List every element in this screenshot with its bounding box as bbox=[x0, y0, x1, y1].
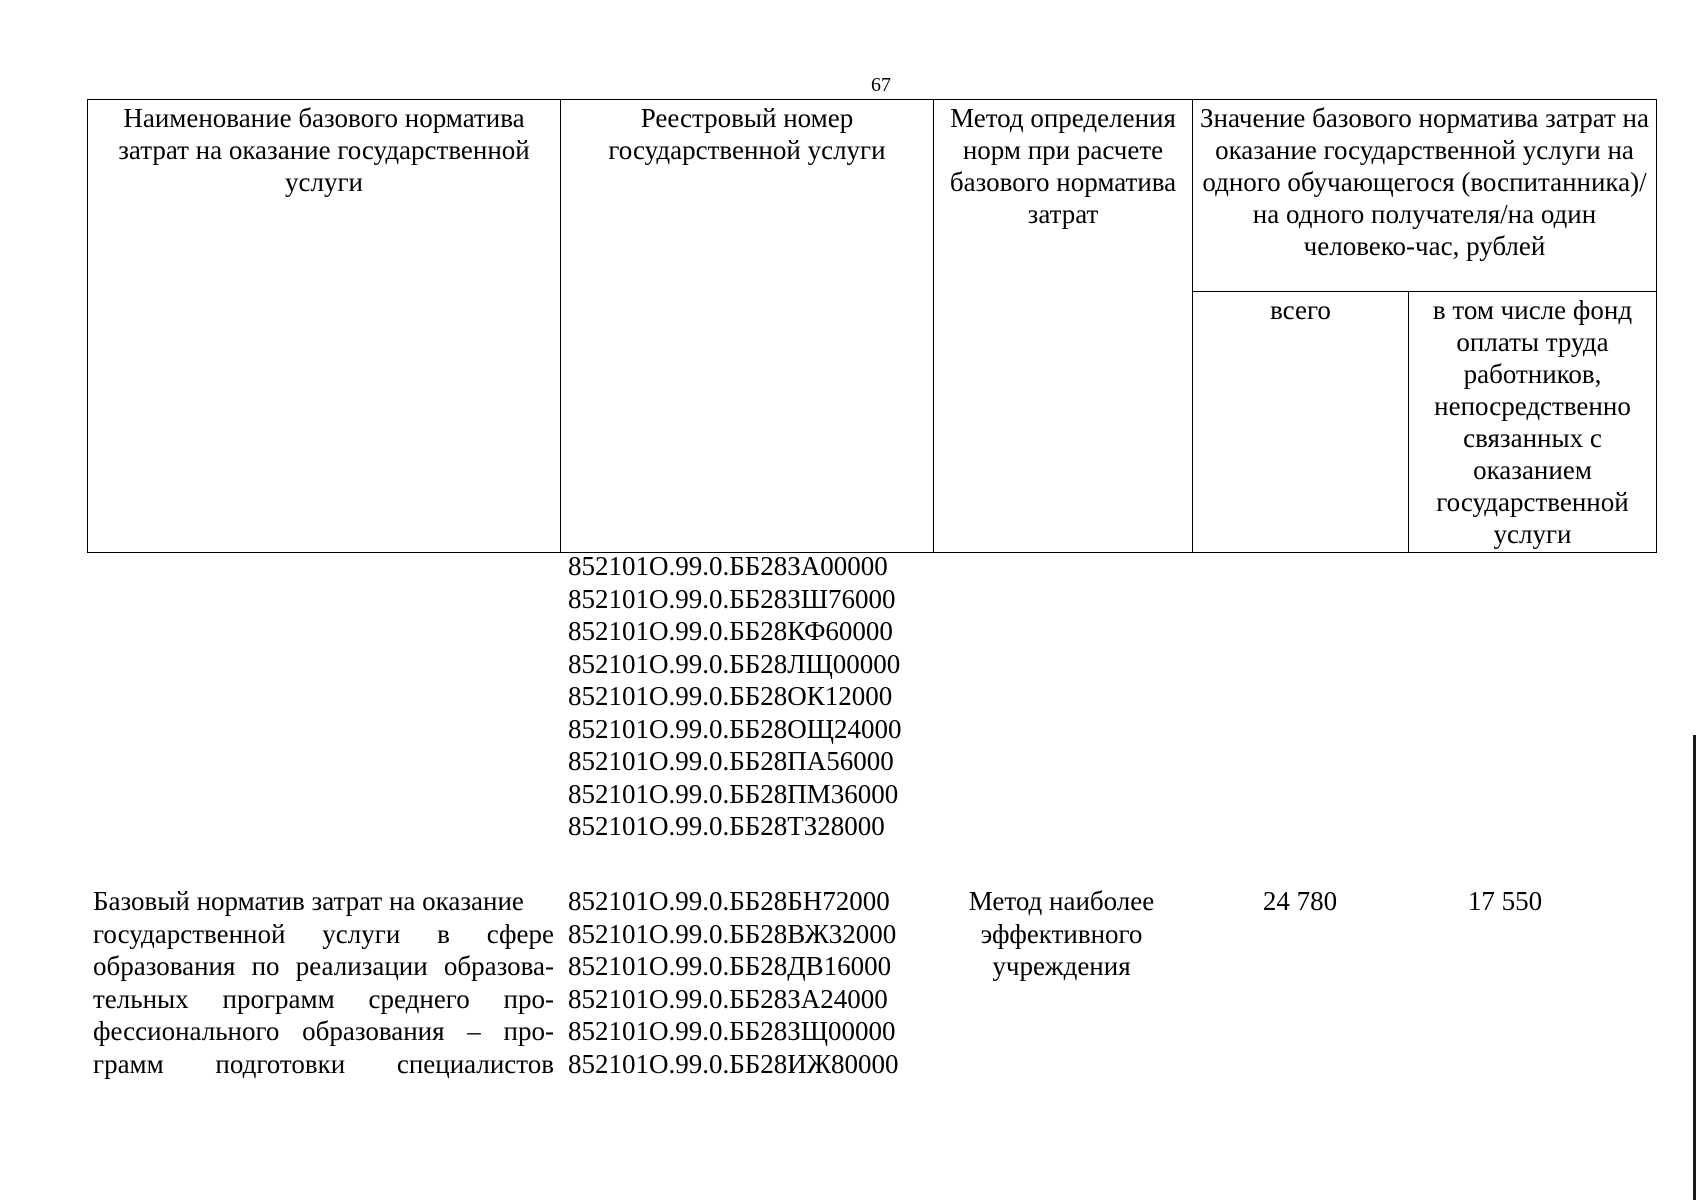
service-name-line: Базовый норматив затрат на оказание bbox=[93, 886, 524, 916]
continued-registry-codes bbox=[568, 550, 902, 843]
registry-code: 852101О.99.0.ББ28ЛЩ00000 bbox=[568, 648, 901, 679]
method-line: эффективного bbox=[980, 918, 1143, 949]
header-method: Метод определения норм при расчете базового норматива затрат bbox=[934, 100, 1193, 553]
wage-fund-value: 17 550 bbox=[1467, 886, 1543, 916]
registry-code: 852101О.99.0.ББ28ВЖ32000 bbox=[568, 918, 897, 949]
registry-code: 852101О.99.0.ББ28БН72000 bbox=[568, 886, 890, 916]
registry-code: 852101О.99.0.ББ28ЗШ76000 bbox=[568, 583, 896, 614]
method-cell bbox=[934, 885, 1189, 983]
registry-code: 852101О.99.0.ББ28ОК12000 bbox=[568, 681, 893, 711]
registry-code: 852101О.99.0.ББ28ПА56000 bbox=[568, 746, 894, 776]
method-line: Метод наиболее bbox=[968, 886, 1155, 916]
header-service-name: Наименование базового норматива затрат на оказание государственной услуги bbox=[88, 100, 561, 553]
header-registry-number: Реестровый номер государственной услуги bbox=[561, 100, 934, 553]
total-value: 24 780 bbox=[1262, 886, 1338, 916]
registry-code: 852101О.99.0.ББ28ЗА24000 bbox=[568, 983, 888, 1014]
registry-code: 852101О.99.0.ББ28КФ60000 bbox=[568, 616, 893, 646]
method-line: учреждения bbox=[992, 951, 1131, 981]
service-name-cell bbox=[93, 885, 554, 1080]
registry-code: 852101О.99.0.ББ28ДВ16000 bbox=[568, 951, 892, 981]
registry-code: 852101О.99.0.ББ28ТЗ28000 bbox=[568, 811, 885, 841]
service-name-line: грамм подготовки специалистов bbox=[93, 1048, 554, 1079]
registry-code: 852101О.99.0.ББ28ЗА00000 bbox=[568, 551, 888, 581]
header-total: всего bbox=[1193, 292, 1409, 553]
header-wage-fund: в том числе фонд оплаты труда работников, непосредственно связанных с оказанием государственной услуги bbox=[1409, 292, 1657, 553]
registry-code: 852101О.99.0.ББ28ПМ36000 bbox=[568, 778, 899, 809]
scan-edge-mark bbox=[1693, 735, 1696, 1200]
registry-code: 852101О.99.0.ББ28ЗЩ00000 bbox=[568, 1016, 896, 1046]
service-name-line: тельных программ среднего про- bbox=[93, 983, 554, 1014]
registry-code: 852101О.99.0.ББ28ИЖ80000 bbox=[568, 1048, 899, 1079]
page-number: 67 bbox=[871, 74, 891, 96]
row-registry-codes bbox=[568, 885, 898, 1080]
service-name-line: государственной услуги в сфере bbox=[93, 918, 554, 949]
registry-code: 852101О.99.0.ББ28ОЩ24000 bbox=[568, 713, 902, 744]
header-table bbox=[87, 99, 1657, 553]
service-name-line: фессионального образования – про- bbox=[93, 1016, 554, 1046]
header-norm-value: Значение базового норматива затрат на оказание государственной услуги на одного обучающегося (воспитанника)/на одного получателя/на один человеко-час, рублей bbox=[1193, 100, 1657, 292]
service-name-line: образования по реализации образова- bbox=[93, 951, 554, 981]
